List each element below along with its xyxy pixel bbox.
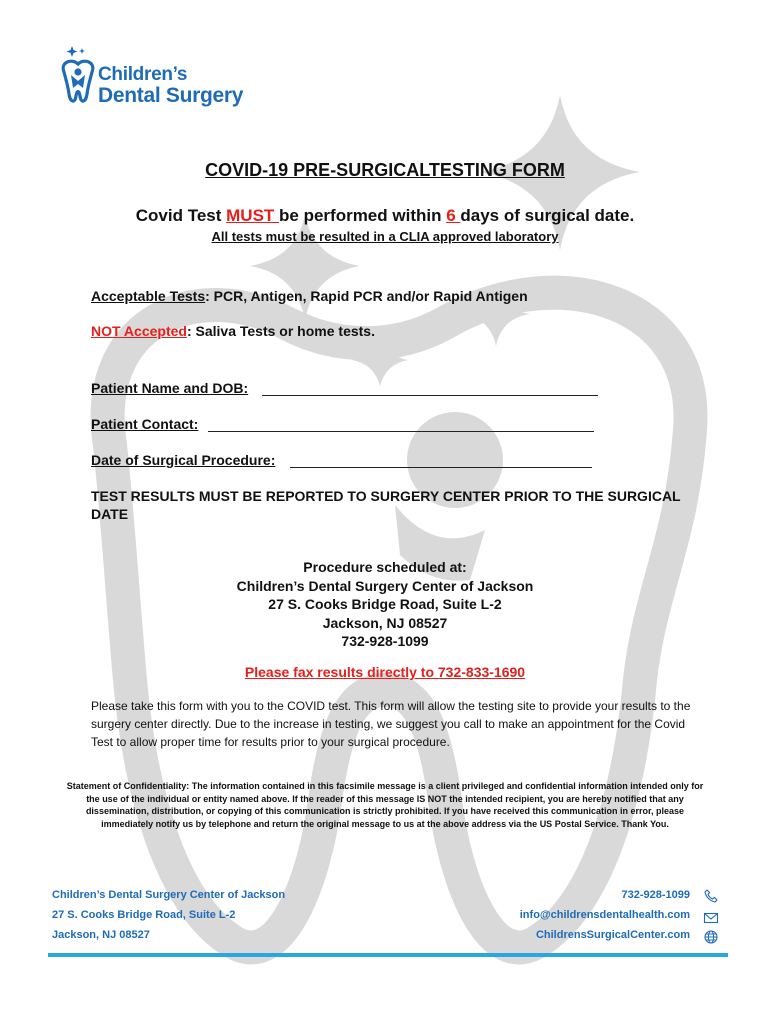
procedure-center-name: Children’s Dental Surgery Center of Jackson <box>236 577 534 594</box>
patient-name-field[interactable] <box>262 395 598 396</box>
subtitle-before: Covid Test <box>135 206 227 225</box>
procedure-block <box>0 558 770 651</box>
acceptable-label: Acceptable Tests <box>91 288 206 304</box>
subtitle-after: days of surgical date. <box>460 206 635 225</box>
acceptable-text: : PCR, Antigen, Rapid PCR and/or Rapid Antigen <box>205 288 528 304</box>
logo-line-1: Children’s <box>98 64 188 85</box>
footer-website[interactable]: ChildrensSurgicalCenter.com <box>535 929 690 941</box>
subtitle-must: MUST <box>226 206 280 225</box>
instructions-paragraph: Please take this form with you to the COVID test. This form will allow the testing site to provide your results to the surgery center directly. Due to the increase in testing, we suggest you call to make an appointment for the Covid Test to allow proper time for results prior to your surgical procedure. <box>91 699 691 749</box>
patient-name-label: Patient Name and DOB: <box>91 380 249 396</box>
tooth-logo-icon <box>56 44 100 110</box>
globe-icon <box>703 929 719 945</box>
not-accepted-tests <box>91 323 375 339</box>
logo-line-2: Dental Surgery <box>98 84 244 107</box>
clia-note: All tests must be resulted in a CLIA approved laboratory <box>211 229 559 244</box>
procedure-heading: Procedure scheduled at: <box>303 559 467 575</box>
footer-city: Jackson, NJ 08527 <box>52 929 150 941</box>
footer-contact <box>520 885 690 945</box>
acceptable-tests <box>91 288 528 304</box>
footer-address <box>52 885 285 945</box>
procedure-street: 27 S. Cooks Bridge Road, Suite L-2 <box>268 596 502 612</box>
footer-name: Children’s Dental Surgery Center of Jackson <box>52 889 286 901</box>
procedure-phone: 732-928-1099 <box>341 633 429 649</box>
subtitle-days: 6 <box>446 206 461 225</box>
not-accepted-text: : Saliva Tests or home tests. <box>186 323 375 339</box>
form-title: COVID-19 PRE-SURGICALTESTING FORM <box>205 160 565 180</box>
not-accepted-label: NOT Accepted <box>91 323 187 339</box>
confidentiality-statement: Statement of Confidentiality: The information contained in this facsimile message is a client privileged and confidential information intended only for the use of the individual or entity named above. If the reader of this message IS NOT the intended recipient, you are hereby notified that any dissemination, distribution, or copying of this communication is strictly prohibited. If you have received this communication in error, please immediately notify us by telephone and return the original message to us at the above address via the US Postal Service. Thank You. <box>66 781 704 829</box>
results-warning: TEST RESULTS MUST BE REPORTED TO SURGERY CENTER PRIOR TO THE SURGICAL DATE <box>91 488 681 522</box>
phone-icon <box>703 888 719 904</box>
subtitle-middle: be performed within <box>279 206 447 225</box>
mail-icon <box>703 910 719 926</box>
footer-bar <box>48 953 728 957</box>
footer-street: 27 S. Cooks Bridge Road, Suite L-2 <box>52 909 236 921</box>
footer-phone[interactable]: 732-928-1099 <box>621 889 690 901</box>
footer-email[interactable]: info@childrensdentalhealth.com <box>519 909 690 921</box>
procedure-date-field[interactable] <box>290 467 592 468</box>
brand-logo <box>56 44 256 114</box>
fax-instruction: Please fax results directly to 732-833-1690 <box>244 664 526 680</box>
patient-contact-field[interactable] <box>208 431 594 432</box>
form-subtitle <box>0 206 770 226</box>
procedure-city: Jackson, NJ 08527 <box>322 614 448 631</box>
procedure-date-label: Date of Surgical Procedure: <box>91 452 276 468</box>
patient-contact-label: Patient Contact: <box>91 416 199 432</box>
